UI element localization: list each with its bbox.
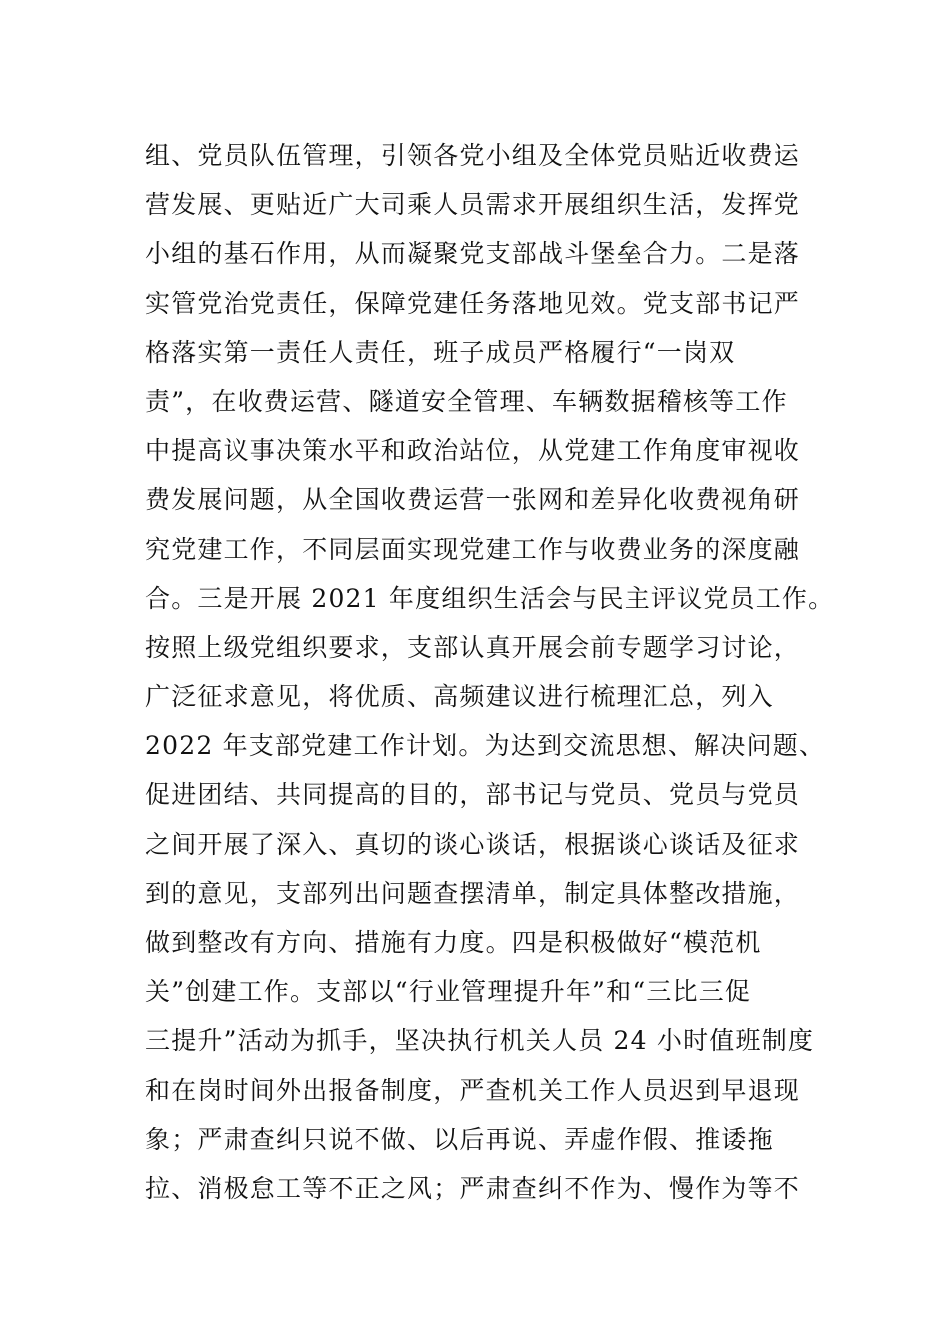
text-line: 小组的基石作用，从而凝聚党支部战斗堡垒合力。二是落 [145,239,801,269]
text-line: 促进团结、共同提高的目的，部书记与党员、党员与党员 [145,780,801,810]
text-line: 2022 年支部党建工作计划。为达到交流思想、解决问题、 [145,731,826,761]
text-line: 拉、消极怠工等不正之风；严肃查纠不作为、慢作为等不 [145,1173,801,1203]
text-line: 究党建工作，不同层面实现党建工作与收费业务的深度融 [145,534,801,564]
text-line: 组、党员队伍管理，引领各党小组及全体党员贴近收费运 [145,141,801,170]
text-line: 中提高议事决策水平和政治站位，从党建工作角度审视收 [145,436,801,466]
text-line: 广泛征求意见，将优质、高频建议进行梳理汇总，列入 [145,682,774,712]
document-body [145,131,835,1213]
text-line: 合。三是开展 2021 年度组织生活会与民主评议党员工作。 [145,583,835,613]
text-line: 费发展问题，从全国收费运营一张网和差异化收费视角研 [145,485,801,515]
text-line: 到的意见，支部列出问题查摆清单，制定具体整改措施， [145,878,801,908]
text-line: 之间开展了深入、真切的谈心谈话，根据谈心谈话及征求 [145,829,801,859]
text-line: 和在岗时间外出报备制度，严查机关工作人员迟到早退现 [145,1075,801,1105]
text-line: 三提升”活动为抓手，坚决执行机关人员 24 小时值班制度 [145,1026,815,1056]
text-line: 责”，在收费运营、隧道安全管理、车辆数据稽核等工作 [145,386,788,416]
text-line: 实管党治党责任，保障党建任务落地见效。党支部书记严 [145,288,801,318]
text-line: 营发展、更贴近广大司乘人员需求开展组织生活，发挥党 [145,190,801,220]
text-line: 象；严肃查纠只说不做、以后再说、弄虚作假、推诿拖 [145,1124,774,1154]
text-line: 按照上级党组织要求，支部认真开展会前专题学习讨论， [145,632,801,662]
text-line: 格落实第一责任人责任，班子成员严格履行“一岗双 [145,337,736,367]
text-line: 关”创建工作。支部以“行业管理提升年”和“三比三促 [145,977,752,1007]
text-line: 做到整改有方向、措施有力度。四是积极做好“模范机 [145,928,762,957]
